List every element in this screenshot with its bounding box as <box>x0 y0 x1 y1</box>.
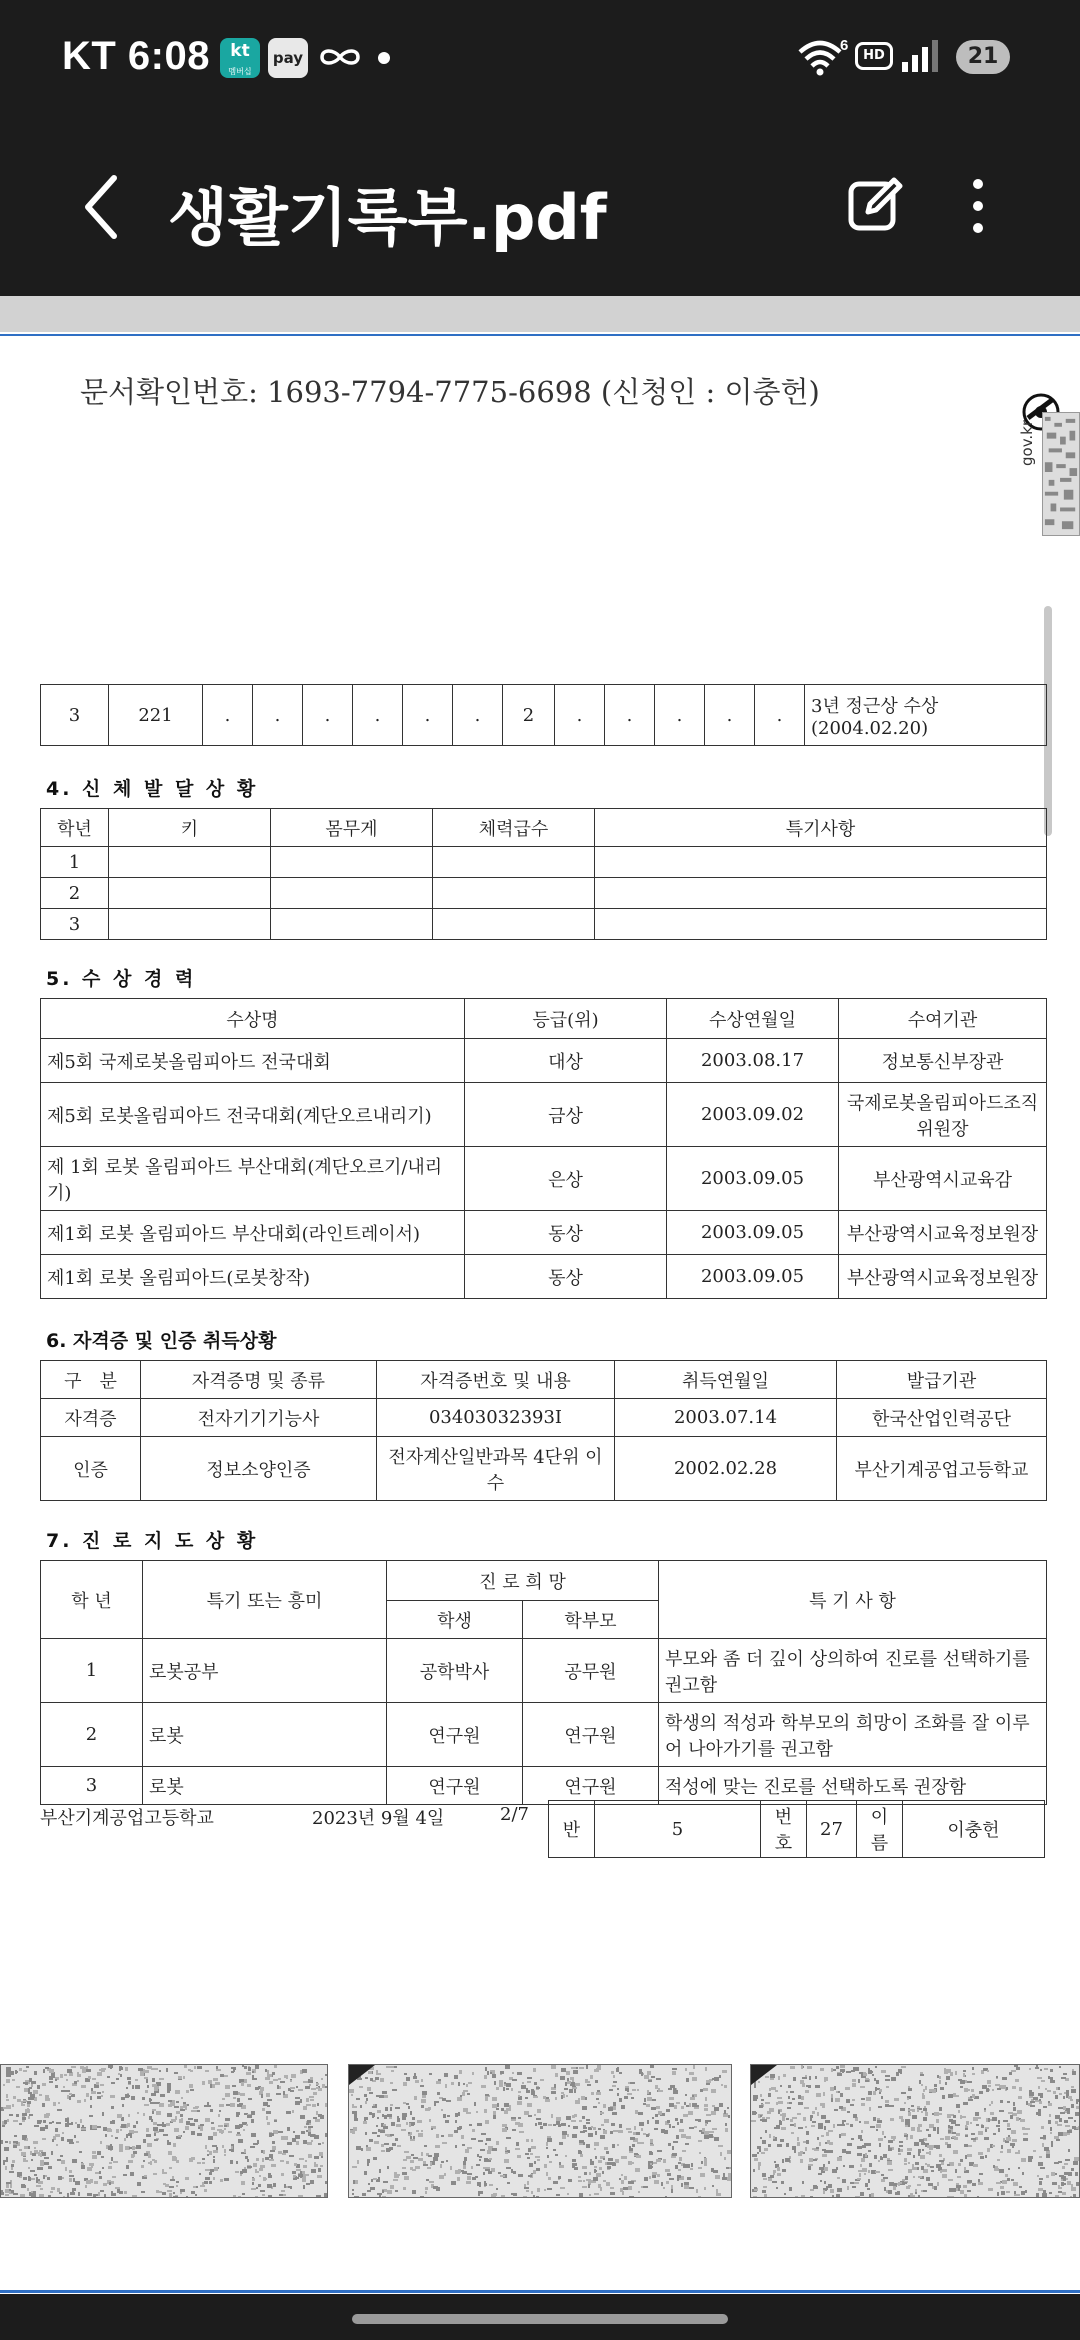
app-bar <box>0 112 1080 296</box>
attendance-cell: . <box>555 685 605 746</box>
table-cell: 2003.09.02 <box>667 1083 839 1147</box>
table-cell: 1 <box>41 847 109 878</box>
home-indicator[interactable] <box>352 2314 728 2324</box>
column-header: 진 로 희 망 <box>387 1561 659 1601</box>
column-header: 수상명 <box>41 999 465 1039</box>
column-header: 몸무게 <box>271 809 433 847</box>
table-row <box>41 1437 1047 1501</box>
class-value: 5 <box>595 1801 761 1858</box>
class-label: 반 <box>549 1801 595 1858</box>
table-row <box>41 878 1047 909</box>
column-header: 취득연월일 <box>615 1361 837 1399</box>
career-table <box>40 1560 1047 1805</box>
table-cell: 부산기계공업고등학교 <box>837 1437 1047 1501</box>
table-header-row <box>41 1361 1047 1399</box>
table-cell: 로봇공부 <box>143 1639 387 1703</box>
table-cell: 연구원 <box>523 1767 659 1805</box>
table-cell: 제 1회 로봇 올림피아드 부산대회(계단오르기/내리기) <box>41 1147 465 1211</box>
table-cell: 2003.09.05 <box>667 1255 839 1299</box>
table-cell: 동상 <box>465 1211 667 1255</box>
table-cell: 은상 <box>465 1147 667 1211</box>
number-label: 번호 <box>761 1801 807 1858</box>
security-pattern-noise <box>751 2065 1079 2197</box>
table-row <box>41 847 1047 878</box>
table-row <box>41 909 1047 940</box>
table-header-row <box>41 1561 1047 1601</box>
pdf-page[interactable] <box>0 336 1080 2294</box>
edit-icon[interactable] <box>846 174 906 234</box>
table-row <box>41 1083 1047 1147</box>
physical-table <box>40 808 1047 940</box>
attendance-cell: . <box>755 685 805 746</box>
column-header: 학생 <box>387 1601 523 1639</box>
status-bar <box>0 0 1080 112</box>
table-cell: 국제로봇올림피아드조직위원장 <box>839 1083 1047 1147</box>
column-header: 학 년 <box>41 1561 143 1639</box>
table-cell: 제1회 로봇 올림피아드 부산대회(라인트레이서) <box>41 1211 465 1255</box>
table-cell: 3 <box>41 909 109 940</box>
table-cell: 한국산업인력공단 <box>837 1399 1047 1437</box>
table-cell: 2003.07.14 <box>615 1399 837 1437</box>
attendance-cell: . <box>203 685 253 746</box>
column-header: 특 기 사 항 <box>659 1561 1047 1639</box>
security-pattern <box>0 2064 328 2198</box>
table-cell: 정보통신부장관 <box>839 1039 1047 1083</box>
column-header: 특기 또는 흥미 <box>143 1561 387 1639</box>
table-cell: 2 <box>41 1703 143 1767</box>
column-header: 발급기관 <box>837 1361 1047 1399</box>
table-cell: 2 <box>41 878 109 909</box>
column-header: 특기사항 <box>595 809 1047 847</box>
table-cell: 부산광역시교육감 <box>839 1147 1047 1211</box>
table-cell: 동상 <box>465 1255 667 1299</box>
attendance-row <box>41 685 1047 746</box>
table-cell: 공학박사 <box>387 1639 523 1703</box>
table-header-row <box>41 809 1047 847</box>
pay-icon: pay <box>268 38 308 78</box>
attendance-table <box>40 684 1047 746</box>
attendance-cell: . <box>253 685 303 746</box>
table-cell: 2003.09.05 <box>667 1147 839 1211</box>
table-cell: 로봇 <box>143 1767 387 1805</box>
column-header: 구 분 <box>41 1361 141 1399</box>
page-gap <box>0 296 1080 332</box>
name-value: 이충헌 <box>903 1801 1045 1858</box>
column-header: 키 <box>109 809 271 847</box>
table-cell: 3 <box>41 1767 143 1805</box>
table-cell: 03403032393I <box>377 1399 615 1437</box>
table-cell: 전자기기기능사 <box>141 1399 377 1437</box>
carrier-time: KT 6:08 <box>62 34 210 78</box>
table-cell: 인증 <box>41 1437 141 1501</box>
battery-icon: 21 <box>956 40 1010 74</box>
hd-voice-icon: HD <box>855 42 893 70</box>
page-border-bottom <box>0 2290 1080 2293</box>
attendance-cell: . <box>605 685 655 746</box>
table-cell: 적성에 맞는 진로를 선택하도록 권장함 <box>659 1767 1047 1805</box>
column-header: 학년 <box>41 809 109 847</box>
table-cell: 부산광역시교육정보원장 <box>839 1211 1047 1255</box>
awards-table <box>40 998 1047 1299</box>
table-row <box>41 1255 1047 1299</box>
section-heading-physical: 4. 신 체 발 달 상 황 <box>46 778 259 800</box>
table-cell: 연구원 <box>387 1703 523 1767</box>
table-cell: 자격증 <box>41 1399 141 1437</box>
table-cell: 연구원 <box>387 1767 523 1805</box>
table-cell: 로봇 <box>143 1703 387 1767</box>
security-pattern <box>348 2064 732 2198</box>
side-qr-code-icon <box>1042 412 1080 536</box>
attendance-cell: . <box>453 685 503 746</box>
wifi-badge: 6 <box>840 37 849 54</box>
table-cell: 대상 <box>465 1039 667 1083</box>
table-cell: 학생의 적성과 학부모의 희망이 조화를 잘 이루어 나아가기를 권고함 <box>659 1703 1047 1767</box>
wifi-icon <box>796 36 850 76</box>
attendance-cell: . <box>403 685 453 746</box>
more-vertical-icon[interactable] <box>958 176 998 236</box>
table-row <box>41 1399 1047 1437</box>
kt-membership-icon: kt 멤버십 <box>220 38 260 78</box>
page-title: 생활기록부.pdf <box>168 181 607 254</box>
table-cell: 부산광역시교육정보원장 <box>839 1255 1047 1299</box>
notification-dot-icon <box>378 52 390 64</box>
column-header: 수여기관 <box>839 999 1047 1039</box>
table-cell: 2003.08.17 <box>667 1039 839 1083</box>
table-row <box>41 1767 1047 1805</box>
column-header: 등급(위) <box>465 999 667 1039</box>
table-row <box>41 1639 1047 1703</box>
footer-page: 2/7 <box>500 1804 529 1825</box>
attendance-cell: . <box>705 685 755 746</box>
table-cell: 연구원 <box>523 1703 659 1767</box>
certs-table <box>40 1360 1047 1501</box>
table-cell: 공무원 <box>523 1639 659 1703</box>
table-cell: 2003.09.05 <box>667 1211 839 1255</box>
column-header: 체력급수 <box>433 809 595 847</box>
gov-kr-label: gov.kr <box>1018 419 1036 466</box>
column-header: 자격증명 및 종류 <box>141 1361 377 1399</box>
navigation-bar <box>0 2294 1080 2340</box>
document-number: 문서확인번호: 1693-7794-7775-6698 (신청인 : 이충헌) <box>80 375 820 409</box>
table-row <box>41 1211 1047 1255</box>
attendance-note: 3년 정근상 수상 (2004.02.20) <box>805 685 1047 746</box>
table-cell: 금상 <box>465 1083 667 1147</box>
security-pattern-noise <box>349 2065 731 2197</box>
attendance-cell: . <box>353 685 403 746</box>
link-icon <box>318 44 362 70</box>
attendance-cell: . <box>303 685 353 746</box>
security-pattern <box>750 2064 1080 2198</box>
table-cell: 1 <box>41 1639 143 1703</box>
table-cell: 부모와 좀 더 깊이 상의하여 진로를 선택하기를 권고함 <box>659 1639 1047 1703</box>
name-label: 이름 <box>857 1801 903 1858</box>
footer-date: 2023년 9월 4일 <box>312 1808 445 1829</box>
table-cell: 정보소양인증 <box>141 1437 377 1501</box>
column-header: 학부모 <box>523 1601 659 1639</box>
table-row <box>41 1703 1047 1767</box>
signal-icon <box>900 38 940 74</box>
section-heading-certs: 6. 자격증 및 인증 취득상황 <box>46 1330 277 1352</box>
section-heading-awards: 5. 수 상 경 력 <box>46 968 197 990</box>
number-value: 27 <box>807 1801 857 1858</box>
table-cell: 제1회 로봇 올림피아드(로봇창작) <box>41 1255 465 1299</box>
section-heading-career: 7. 진 로 지 도 상 황 <box>46 1530 259 1552</box>
table-row <box>41 1147 1047 1211</box>
attendance-cell: 2 <box>503 685 555 746</box>
table-cell: 2002.02.28 <box>615 1437 837 1501</box>
column-header: 자격증번호 및 내용 <box>377 1361 615 1399</box>
table-row <box>41 1039 1047 1083</box>
attendance-year: 3 <box>41 685 109 746</box>
attendance-days: 221 <box>109 685 203 746</box>
table-header-row <box>41 999 1047 1039</box>
security-pattern-noise <box>1 2065 327 2197</box>
table-cell: 제5회 국제로봇올림피아드 전국대회 <box>41 1039 465 1083</box>
footer-school: 부산기계공업고등학교 <box>40 1808 214 1829</box>
table-cell: 전자계산일반과목 4단위 이수 <box>377 1437 615 1501</box>
table-cell: 제5회 로봇올림피아드 전국대회(계단오르내리기) <box>41 1083 465 1147</box>
attendance-cell: . <box>655 685 705 746</box>
footer-info-table <box>548 1800 1045 1858</box>
column-header: 수상연월일 <box>667 999 839 1039</box>
back-arrow-icon[interactable] <box>72 172 132 242</box>
